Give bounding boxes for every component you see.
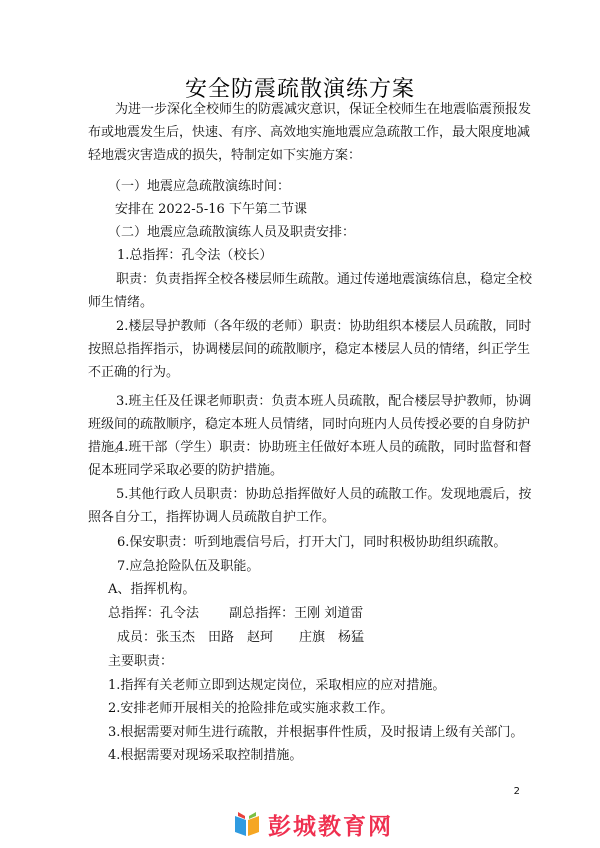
site-logo (232, 808, 393, 840)
book-logo-icon (232, 810, 262, 838)
item6-line: 6.保安职责：听到地震信号后，打开大门，同时积极协助组织疏散。 (117, 535, 507, 550)
duty4-line: 4.根据需要对现场采取控制措施。 (108, 748, 303, 763)
main-duties-label: 主要职责： (108, 654, 174, 669)
sub-a-heading: A、指挥机构。 (108, 582, 196, 597)
intro-paragraph: 为进一步深化全校师生的防震减灾意识，保证全校师生在地震临震预报发布或地震发生后，快速、有序、高效地实施地震应急疏散工作，最大限度地减轻地震灾害造成的损失，特制定如下实施方案： (88, 102, 532, 163)
item4-paragraph: 4.班干部（学生）职责：协助班主任做好本班人员的疏散，同时监督和督促本班同学采取必要的防护措施。 (88, 440, 532, 478)
section1-heading: （一）地震应急疏散演练时间： (108, 179, 291, 194)
duty3-line: 3.根据需要对师生进行疏散，并根据事件性质，及时报请上级有关部门。 (108, 725, 524, 740)
item1-title: 1.总指挥：孔令法（校长） (117, 248, 273, 263)
document-title: 安全防震疏散演练方案 (184, 77, 415, 102)
item2-paragraph: 2.楼层导护教师（各年级的老师）职责：协助组织本楼层人员疏散，同时按照总指挥指示，协调楼层间的疏散顺序，稳定本楼层人员的情绪，纠正学生不正确的行为。 (88, 319, 532, 380)
item7-line: 7.应急抢险队伍及职能。 (117, 559, 260, 574)
item5-paragraph: 5.其他行政人员职责：协助总指挥做好人员的疏散工作。发现地震后，按照各自分工，指挥协调人员疏散自护工作。 (88, 487, 532, 525)
members-line: 成员：张玉杰 田路 赵珂 庄旗 杨猛 (117, 630, 365, 645)
item3-paragraph: 3.班主任及任课老师职责：负责本班人员疏散，配合楼层导护教师，协调班级间的疏散顺序，稳定本班人员情绪，同时向班内人员传授必要的自身防护措施。 (88, 394, 532, 455)
logo-text: 彭城教育网 (268, 813, 393, 840)
page-number: 2 (513, 786, 520, 797)
section1-time: 安排在 2022-5-16 下午第二节课 (115, 202, 307, 217)
section2-heading: （二）地震应急疏散演练人员及职责安排： (108, 225, 356, 240)
duty2-line: 2.安排老师开展相关的抢险排危或实施求救工作。 (108, 701, 394, 716)
duty1-line: 1.指挥有关老师立即到达规定岗位，采取相应的应对措施。 (108, 678, 446, 693)
item1-duty: 职责：负责指挥全校各楼层师生疏散。通过传递地震演练信息，稳定全校师生情绪。 (88, 272, 533, 310)
commander-line: 总指挥：孔令法 副总指挥：王刚 刘道雷 (108, 606, 364, 621)
